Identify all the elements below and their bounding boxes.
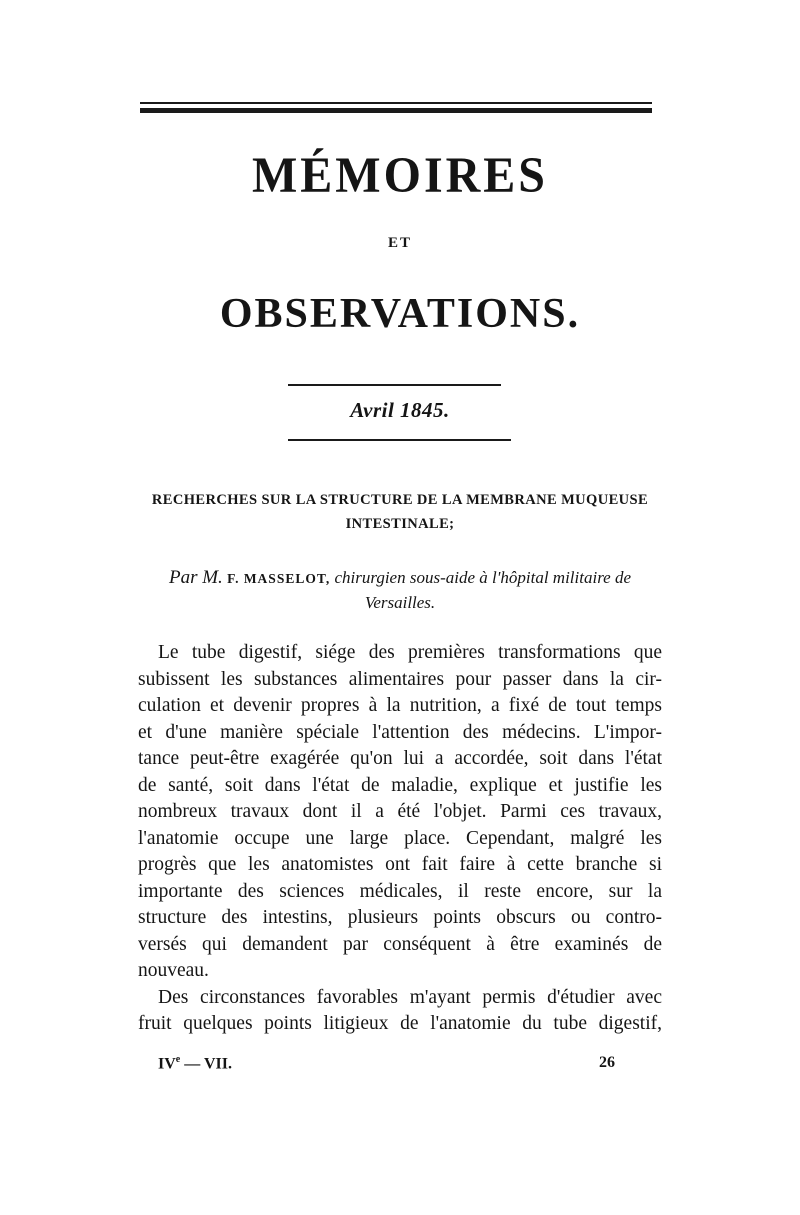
body-line: et d'une manière spéciale l'attention des médecins. L'impor- <box>138 721 662 743</box>
body-line: versés qui demandent par conséquent à être examinés de <box>138 933 662 955</box>
body-line: Des circonstances favorables m'ayant permis d'étudier avec <box>158 986 662 1008</box>
body-line: progrès que les anatomistes ont fait faire à cette branche si <box>138 854 662 875</box>
body-line: fruit quelques points litigieux de l'anatomie du tube digestif, <box>138 1013 662 1034</box>
signature-mark <box>158 1054 232 1073</box>
article-title <box>140 488 660 536</box>
body-line: Le tube digestif, siége des premières transformations que <box>158 642 662 663</box>
body-line: subissent les substances alimentaires pour passer dans la cir- <box>138 668 662 690</box>
article-title-line-1: RECHERCHES SUR LA STRUCTURE DE LA MEMBRANE MUQUEUSE <box>151 492 649 508</box>
section-title-conjunction: ET <box>387 235 412 251</box>
issue-date: Avril 1845. <box>350 398 450 422</box>
body-line: tance peut-être exagérée qu'on lui a accordée, soit dans l'état <box>138 748 662 769</box>
body-line: nombreux travaux dont il a été l'objet. Parmi ces travaux, <box>138 801 662 822</box>
section-title-memoires: MÉMOIRES <box>251 147 548 204</box>
byline-role: chirurgien sous-aide à l'hôpital militaire de <box>334 568 632 587</box>
top-double-rule <box>140 102 652 118</box>
signature-sup: e <box>175 1054 181 1065</box>
signature-main: IV <box>158 1055 176 1073</box>
signature-rest: — VII. <box>180 1055 232 1073</box>
byline-line-2: Versailles. <box>364 593 436 612</box>
body-line: structure des intestins, plusieurs points obscurs ou contro- <box>138 907 662 928</box>
byline-par: Par M. <box>168 567 223 588</box>
byline-author: F. MASSELOT, <box>227 571 331 586</box>
body-line: de santé, soit dans l'état de maladie, explique et justifie les <box>138 774 662 796</box>
section-title-observations: OBSERVATIONS. <box>219 291 581 337</box>
article-title-line-2: INTESTINALE; <box>345 516 455 532</box>
date-rule-top <box>288 384 501 386</box>
body-line: l'anatomie occupe une large place. Cependant, malgré les <box>138 827 662 849</box>
article-body <box>138 640 662 1038</box>
date-rule-bottom <box>288 439 511 441</box>
body-line: importante des sciences médicales, il reste encore, sur la <box>138 880 662 902</box>
sheet-number: 26 <box>599 1054 615 1071</box>
byline-line-1 <box>140 566 660 591</box>
body-line: culation et devenir propres à la nutrition, a fixé de tout temps <box>138 695 662 716</box>
body-line: nouveau. <box>138 960 209 981</box>
article-byline <box>140 566 660 615</box>
